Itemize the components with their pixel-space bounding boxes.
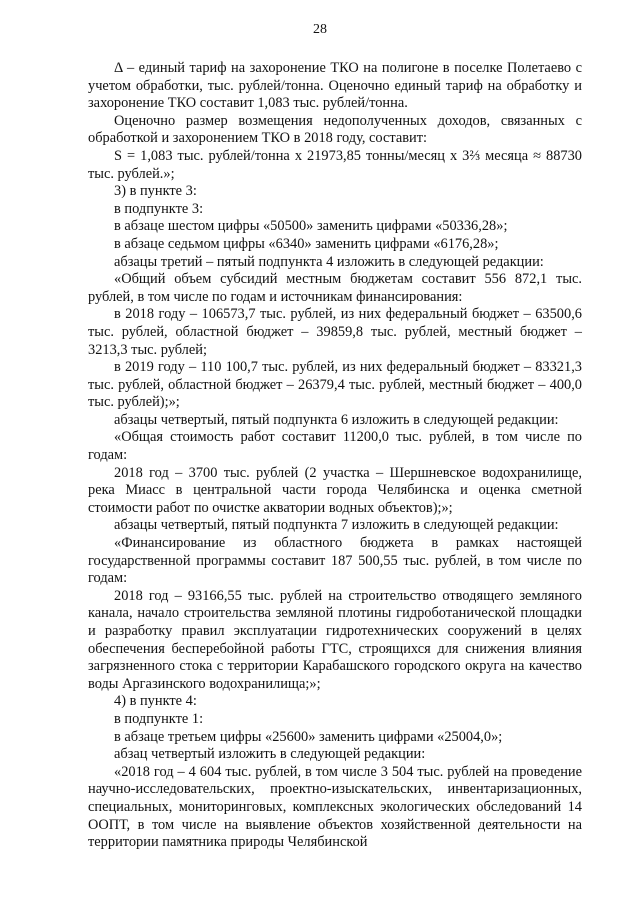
paragraph-formula: S = 1,083 тыс. рублей/тонна х 21973,85 тонны/месяц х 3⅔ месяца ≈ 88730 тыс. рублей.»; <box>88 147 582 182</box>
paragraph-estimated-compensation: Оценочно размер возмещения недополученных доходов, связанных с обработкой и захоронением ТКО в 2018 году, составит: <box>88 112 582 147</box>
paragraph-seventh-abzac: в абзаце седьмом цифры «6340» заменить цифрами «6176,28»; <box>114 235 499 252</box>
paragraph-subitem-7-edit: абзацы четвертый, пятый подпункта 7 изложить в следующей редакции: <box>114 517 559 534</box>
paragraph-subitem-4-edit: абзацы третий – пятый подпункта 4 изложить в следующей редакции: <box>114 253 544 270</box>
paragraph-regional-funding: «Финансирование из областного бюджета в рамках настоящей государственной программы составит 187 500,55 тыс. рублей, в том числе по годам: <box>88 535 582 587</box>
paragraph-works-cost: «Общая стоимость работ составит 11200,0 тыс. рублей, в том числе по годам: <box>88 429 582 464</box>
paragraph-third-abzac: в абзаце третьем цифры «25600» заменить цифрами «25004,0»; <box>114 728 503 745</box>
paragraph-subsidies-total: «Общий объем субсидий местным бюджетам составит 556 872,1 тыс. рублей, в том числе по годам и источникам финансирования: <box>88 271 582 305</box>
paragraph-fourth-abzac-edit: абзац четвертый изложить в следующей редакции: <box>114 746 426 763</box>
document-body <box>88 60 582 852</box>
paragraph-sixth-abzac: в абзаце шестом цифры «50500» заменить цифрами «50336,28»; <box>114 218 508 235</box>
paragraph-year-2019-subsidies: в 2019 году – 110 100,7 тыс. рублей, из них федеральный бюджет – 83321,3 тыс. рублей, областной бюджет – 26379,4 тыс. рублей, местный бюджет – 400,0 тыс. рублей);»; <box>88 359 582 411</box>
paragraph-delta-tariff: Δ – единый тариф на захоронение ТКО на полигоне в поселке Полетаево с учетом обработки, тыс. рублей/тонна. Оценочно единый тариф на обработку и захоронение ТКО составит 1,083 тыс. рублей/тонна. <box>88 60 582 112</box>
paragraph-year-2018-surveys: «2018 год – 4 604 тыс. рублей, в том числе 3 504 тыс. рублей на проведение научно-исследовательских, проектно-изыскательских, инвентаризационных, специальных, мониторинговых, комплексных экологических обследований 14 ООПТ, в том числе на выявление объектов хозяйственной деятельности на территории памятника природы Челябинской <box>88 763 582 851</box>
paragraph-subitem-1: в подпункте 1: <box>114 710 204 727</box>
paragraph-subitem-6-edit: абзацы четвертый, пятый подпункта 6 изложить в следующей редакции: <box>114 411 559 428</box>
page-number: 28 <box>313 22 327 37</box>
paragraph-year-2018-works: 2018 год – 3700 тыс. рублей (2 участка – Шершневское водохранилище, река Миасс в центральной части города Челябинска и оценка сметной стоимости работ по очистке акватории водных объектов);»; <box>88 464 582 516</box>
paragraph-item-3: 3) в пункте 3: <box>114 183 197 200</box>
paragraph-year-2018-construction: 2018 год – 93166,55 тыс. рублей на строительство отводящего земляного канала, начало строительства земляной плотины гидроботанической площадки и разработку правил эксплуатации гидротехнических сооружений в целях обеспечения бесперебойной работы ГТС, строящихся для снижения влияния загрязненного стока с территории Карабашского городского округа на качество воды Аргазинского водохранилища;»; <box>88 587 582 692</box>
paragraph-item-4: 4) в пункте 4: <box>114 693 197 710</box>
paragraph-year-2018-subsidies: в 2018 году – 106573,7 тыс. рублей, из них федеральный бюджет – 63500,6 тыс. рублей, областной бюджет – 39859,8 тыс. рублей, местный бюджет – 3213,3 тыс. рублей; <box>88 306 582 358</box>
paragraph-subitem-3: в подпункте 3: <box>114 200 204 217</box>
